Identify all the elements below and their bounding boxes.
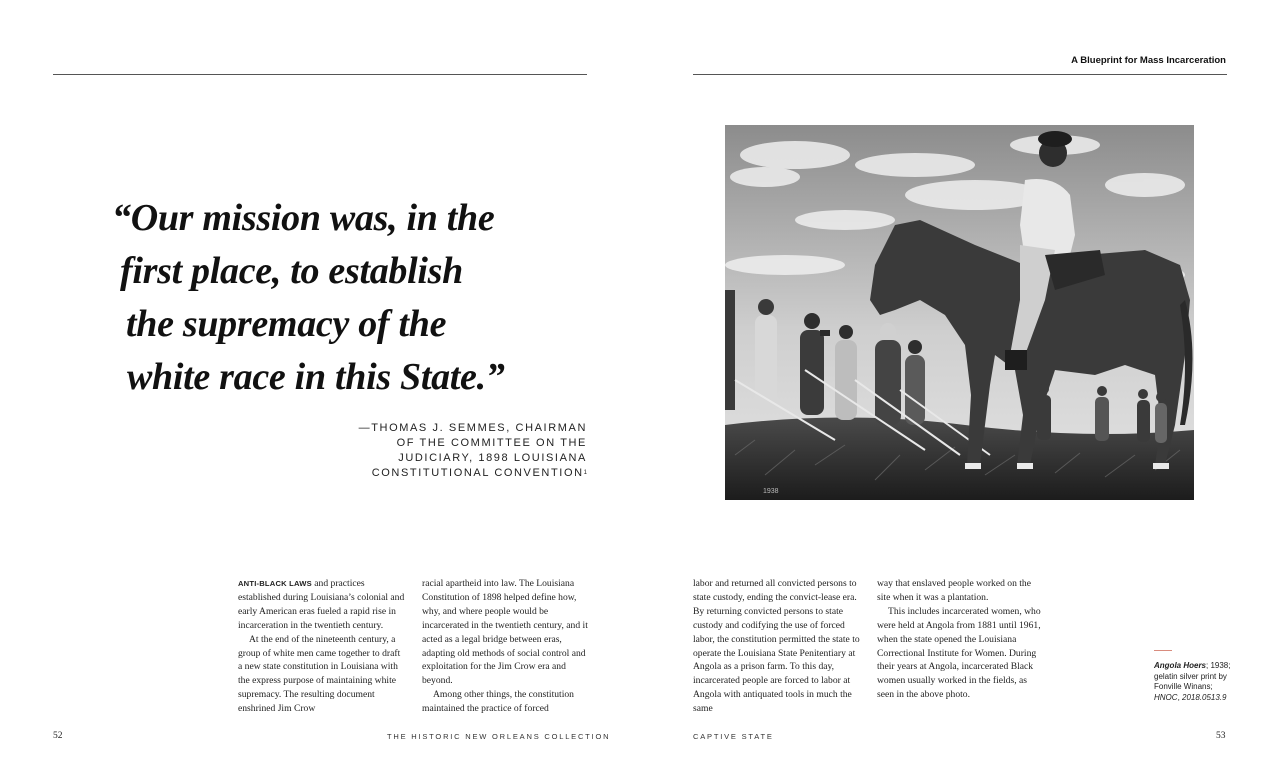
paragraph: racial apartheid into law. The Louisiana Constitution of 1898 helped define how, why, and where people would be incarcerated in the twentieth century, and it acted as a legal bridge between eras, adapting old methods of social control and exploitation for the Jim Crow era and beyond. (422, 578, 588, 687)
attribution-line: JUDICIARY, 1898 LOUISIANA (398, 452, 587, 464)
right-page-number: 53 (1216, 731, 1226, 741)
paragraph: This includes incarcerated women, who were held at Angola from 1881 until 1961, when the state opened the Louisiana Correctional Institute for Women. During their years at Angola, incarcerated Black women usually worked in the fields, as seen in the above photo. (877, 605, 1041, 701)
quote-line: the supremacy of the (126, 303, 447, 345)
caption-rule (1154, 650, 1172, 651)
right-running-footer: CAPTIVE STATE (693, 732, 774, 741)
photo-caption (1154, 661, 1234, 703)
paragraph: labor and returned all convicted persons to state custody, ending the convict-lease era. By returning convicted persons to state custody and codifying the use of forced labor, the constitution permitted the state to operate the Louisiana State Penitentiary at Angola as a prison farm. To this day, incarcerated people are forced to labor at Angola with antiquated tools in much the same (693, 578, 860, 715)
footnote-marker: 1 (583, 470, 587, 476)
quote-attribution (359, 421, 587, 481)
body-column-1 (238, 577, 406, 716)
left-header-rule (53, 74, 587, 75)
running-header-title: A Blueprint for Mass Incarceration (1071, 55, 1226, 66)
lead-in-smallcaps: ANTI-BLACK LAWS (238, 579, 312, 588)
quote-line: first place, to establish (120, 250, 463, 292)
caption-title: Angola Hoers (1154, 661, 1207, 670)
paragraph-text: and practices established during Louisiana’s colonial and early American eras fueled a rapid rise in incarceration in the twentieth century. (238, 578, 405, 631)
body-column-2 (422, 577, 590, 716)
angola-hoers-photograph (725, 125, 1194, 500)
caption-text: ; 1938; gelatin silver print by Fonville Winans; (1154, 661, 1231, 691)
paragraph: way that enslaved people worked on the site when it was a plantation. (877, 578, 1031, 603)
body-column-3 (693, 577, 861, 716)
caption-source: HNOC (1154, 692, 1178, 702)
attribution-line (359, 466, 587, 481)
caption-accession: 2018.0513.9 (1182, 692, 1227, 702)
photo-date-mark: 1938 (763, 488, 779, 495)
attribution-line: OF THE COMMITTEE ON THE (396, 437, 587, 449)
right-header-rule (693, 74, 1227, 75)
left-page-number: 52 (53, 731, 63, 741)
attribution-line-text: CONSTITUTIONAL CONVENTION (371, 467, 584, 479)
pull-quote (112, 192, 582, 404)
quote-line: “Our mission was, in the (112, 197, 495, 239)
attribution-line: —THOMAS J. SEMMES, CHAIRMAN (358, 422, 587, 434)
paragraph: Among other things, the constitution maintained the practice of forced (422, 689, 574, 715)
left-running-footer: THE HISTORIC NEW ORLEANS COLLECTION (387, 732, 611, 741)
body-column-4 (877, 577, 1045, 702)
quote-line: white race in this State.” (127, 356, 505, 398)
caption-text: , (1177, 692, 1183, 702)
paragraph: At the end of the nineteenth century, a group of white men came together to draft a new state constitution in Louisiana with the express purpose of maintaining white supremacy. The resulting document enshrined Jim Crow (238, 633, 401, 715)
